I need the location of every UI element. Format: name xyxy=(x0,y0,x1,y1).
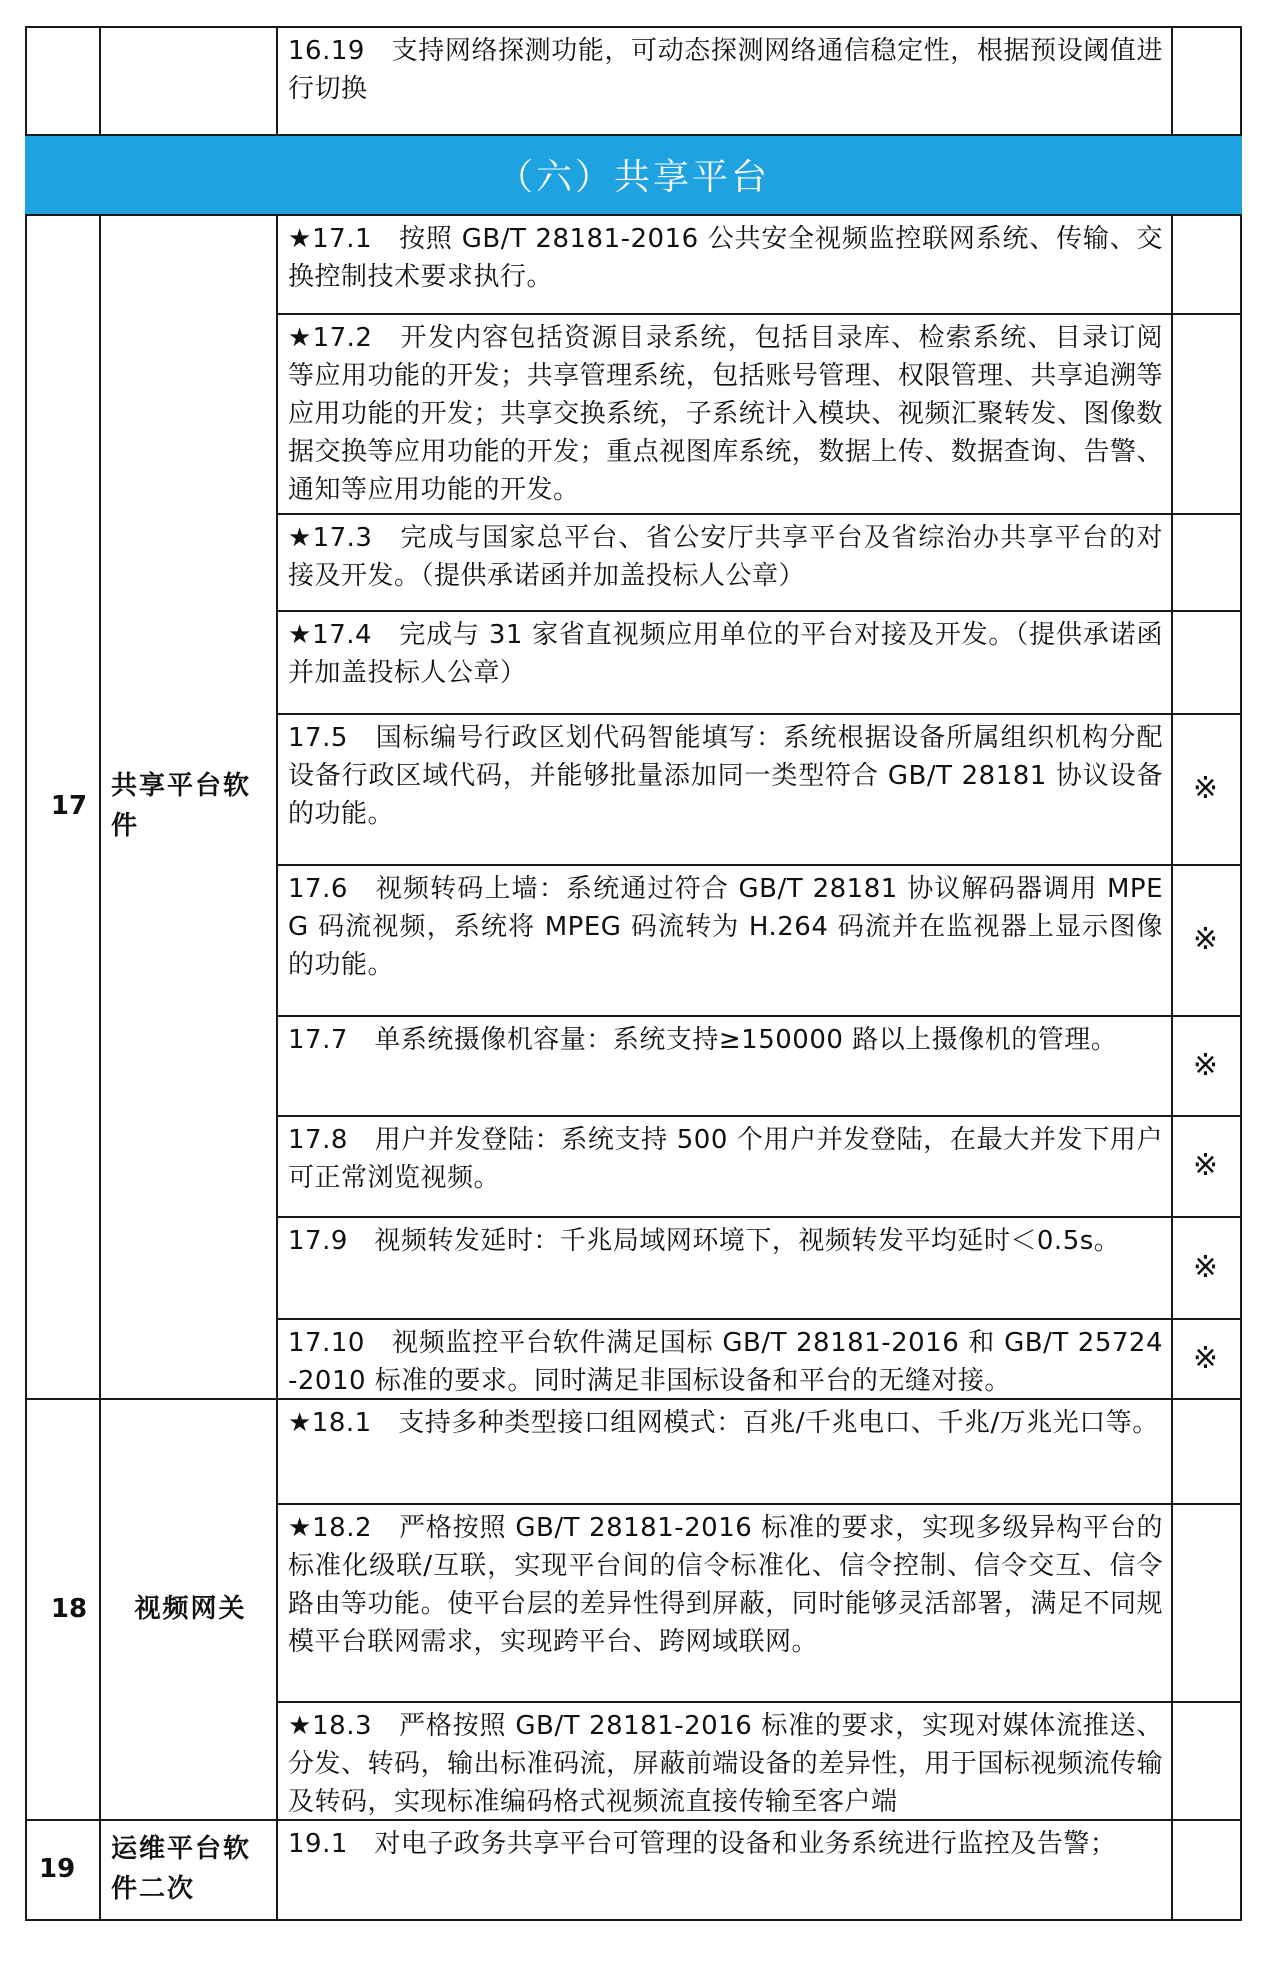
column-divider xyxy=(99,214,101,1400)
requirement-text: 17.6 视频转码上墙：系统通过符合 GB/T 28181 协议解码器调用 MPEG 码流视频，系统将 MPEG 码流转为 H.264 码流并在监视器上显示图像的功能。 xyxy=(288,874,1163,980)
requirement-text: 19.1 对电子政务共享平台可管理的设备和业务系统进行监控及告警； xyxy=(288,1829,1117,1859)
requirement-text: 17.8 用户并发登陆：系统支持 500 个用户并发登陆，在最大并发下用户可正常浏览视频。 xyxy=(288,1125,1163,1193)
row-number: 17 xyxy=(50,791,88,821)
compliance-mark xyxy=(1171,214,1240,313)
row-number: 18 xyxy=(50,1593,88,1624)
row-divider xyxy=(25,1919,1242,1921)
item-divider xyxy=(276,713,1242,715)
item-divider xyxy=(276,1318,1242,1320)
section-title: （六）共享平台 xyxy=(25,134,1242,214)
column-divider xyxy=(276,214,278,1400)
row-divider xyxy=(25,134,1242,136)
item-divider xyxy=(276,1216,1242,1218)
requirement-text: 17.10 视频监控平台软件满足国标 GB/T 28181-2016 和 GB/T 25724-2010 标准的要求。同时满足非国标设备和平台的无缝对接。 xyxy=(288,1328,1163,1396)
row-name: 运维平台软件二次 xyxy=(111,1834,252,1904)
requirement-text: 16.19 支持网络探测功能，可动态探测网络通信稳定性，根据预设阈值进行切换 xyxy=(288,36,1163,104)
compliance-mark xyxy=(1171,26,1240,134)
column-divider xyxy=(276,1398,278,1821)
item-divider xyxy=(276,1015,1242,1017)
compliance-mark xyxy=(1171,513,1240,610)
requirement-text: ★18.2 严格按照 GB/T 28181-2016 标准的要求，实现多级异构平台的标准化级联/互联，实现平台间的信令标准化、信令控制、信令交互、信令路由等功能。使平台层的差异性得到屏蔽，同时能够灵活部署，满足不同规模平台联网需求，实现跨平台、跨网域联网。 xyxy=(288,1513,1163,1657)
requirement-text: ★17.3 完成与国家总平台、省公安厅共享平台及省综治办共享平台的对接及开发。（提供承诺函并加盖投标人公章） xyxy=(288,523,1163,591)
requirement-text: ★17.1 按照 GB/T 28181-2016 公共安全视频监控联网系统、传输、交换控制技术要求执行。 xyxy=(288,224,1163,292)
column-divider xyxy=(25,26,27,136)
column-divider xyxy=(99,1398,101,1821)
item-divider xyxy=(276,1115,1242,1117)
compliance-mark: ※ xyxy=(1192,1148,1219,1183)
compliance-mark: ※ xyxy=(1192,771,1219,806)
requirement-text: 17.9 视频转发延时：千兆局域网环境下，视频转发平均延时＜0.5s。 xyxy=(288,1226,1121,1256)
compliance-mark: ※ xyxy=(1192,922,1219,957)
item-divider xyxy=(276,313,1242,315)
item-divider xyxy=(276,1503,1242,1505)
requirement-text: 17.5 国标编号行政区划代码智能填写：系统根据设备所属组织机构分配设备行政区域代码，并能够批量添加同一类型符合 GB/T 28181 协议设备的功能。 xyxy=(288,723,1163,829)
compliance-mark: ※ xyxy=(1192,1047,1219,1083)
column-divider xyxy=(99,1819,101,1921)
column-divider xyxy=(99,26,101,136)
compliance-mark xyxy=(1171,1701,1240,1819)
item-divider xyxy=(276,1701,1242,1703)
row-name: 共享平台软件 xyxy=(111,771,252,841)
item-divider xyxy=(276,513,1242,515)
requirement-text: ★18.3 严格按照 GB/T 28181-2016 标准的要求，实现对媒体流推送、分发、转码，输出标准码流，屏蔽前端设备的差异性，用于国标视频流传输及转码，实现标准编码格式视频流直接传输至客户端 xyxy=(288,1711,1163,1817)
row-name: 视频网关 xyxy=(134,1593,247,1624)
compliance-mark: ※ xyxy=(1192,1340,1219,1376)
compliance-mark xyxy=(1171,610,1240,713)
requirement-text: ★17.2 开发内容包括资源目录系统，包括目录库、检索系统、目录订阅等应用功能的开发；共享管理系统，包括账号管理、权限管理、共享追溯等应用功能的开发；共享交换系统，子系统计入模块、视频汇聚转发、图像数据交换等应用功能的开发；重点视图库系统，数据上传、数据查询、告警、通知等应用功能的开发。 xyxy=(288,323,1163,505)
item-divider xyxy=(276,610,1242,612)
column-divider xyxy=(1240,1819,1242,1921)
compliance-mark xyxy=(1171,1819,1240,1919)
compliance-mark xyxy=(1171,1398,1240,1503)
compliance-mark xyxy=(1171,1503,1240,1701)
requirement-text: 17.7 单系统摄像机容量：系统支持≥150000 路以上摄像机的管理。 xyxy=(288,1025,1118,1055)
row-number xyxy=(39,26,99,134)
column-divider xyxy=(25,214,27,1400)
row-number: 19 xyxy=(39,1854,76,1884)
row-name xyxy=(111,26,270,134)
column-divider xyxy=(276,26,278,136)
compliance-mark xyxy=(1171,313,1240,513)
item-divider xyxy=(276,864,1242,866)
column-divider xyxy=(1240,26,1242,136)
requirement-text: ★18.1 支持多种类型接口组网模式：百兆/千兆电口、千兆/万兆光口等。 xyxy=(288,1408,1159,1438)
column-divider xyxy=(25,1398,27,1821)
requirement-text: ★17.4 完成与 31 家省直视频应用单位的平台对接及开发。（提供承诺函并加盖投标人公章） xyxy=(288,620,1163,688)
compliance-mark: ※ xyxy=(1192,1249,1219,1285)
column-divider xyxy=(25,1819,27,1921)
column-divider xyxy=(1240,1398,1242,1821)
column-divider xyxy=(276,1819,278,1921)
column-divider xyxy=(1240,214,1242,1400)
